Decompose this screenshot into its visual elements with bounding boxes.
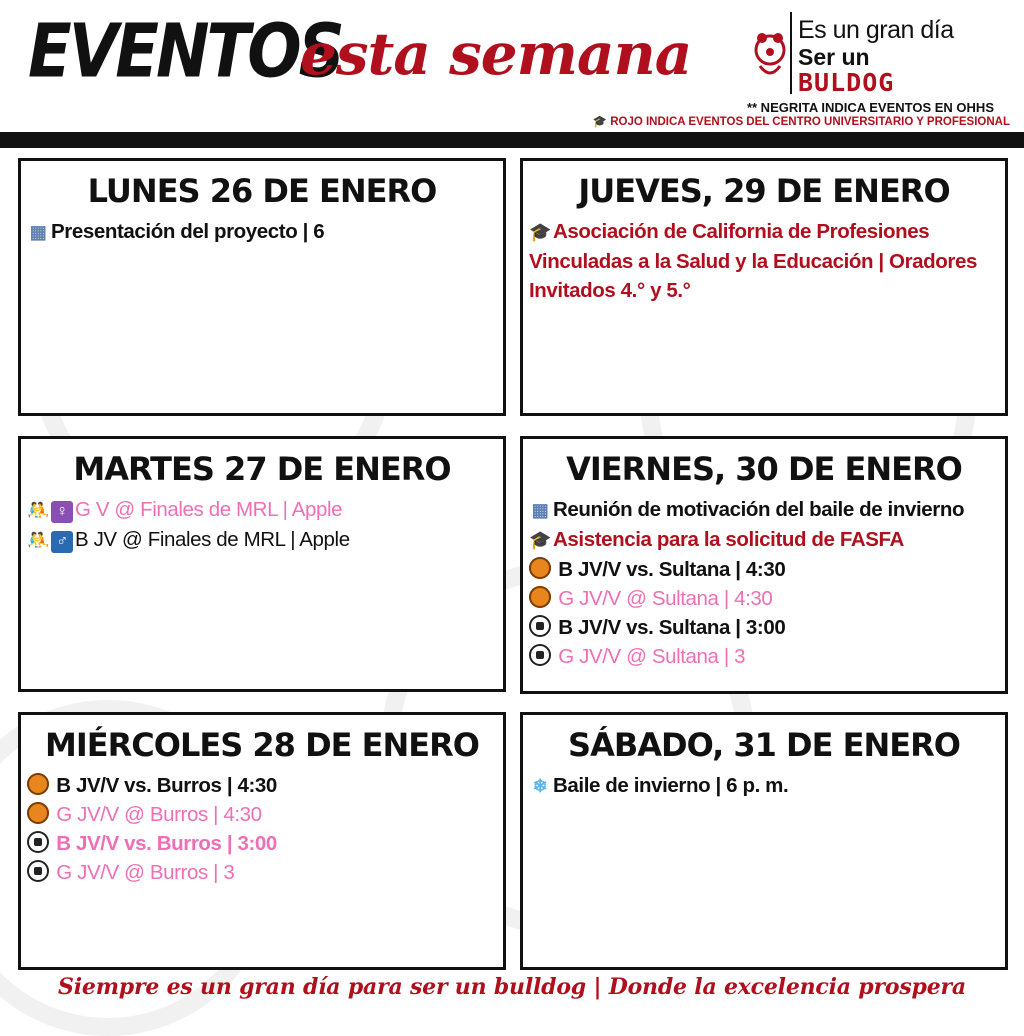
event-text: Reunión de motivación del baile de invierno: [553, 498, 965, 521]
day-box-thursday: [520, 158, 1008, 416]
footer-slogan: Siempre es un gran día para ser un bulldog | Donde la excelencia prospera: [58, 974, 966, 1000]
day-title: JUEVES, 29 DE ENERO: [578, 172, 950, 210]
event-item: [529, 771, 999, 801]
brand-line-2: Ser un: [798, 44, 870, 70]
event-item: [529, 613, 999, 642]
legend-red-note: [593, 114, 1010, 128]
event-item: [529, 642, 999, 671]
event-item: [529, 525, 999, 555]
event-text: G JV/V @ Burros | 3: [56, 861, 235, 884]
day-box-tuesday: [18, 436, 506, 692]
brand-divider: [790, 12, 792, 94]
wrestling-icon: 🤼: [27, 500, 50, 520]
day-title: SÁBADO, 31 DE ENERO: [568, 726, 960, 764]
event-text: B JV @ Finales de MRL | Apple: [75, 528, 350, 551]
wrestling-icon: 🤼: [27, 530, 50, 550]
day-box-friday: [520, 436, 1008, 694]
basketball-icon: [27, 773, 49, 795]
brand-line-1: Es un gran día: [798, 16, 954, 44]
event-item: [529, 584, 999, 613]
event-item: [27, 829, 497, 858]
event-item: [27, 771, 497, 800]
event-item: [529, 495, 999, 525]
day-box-wednesday: [18, 712, 506, 970]
event-text: G JV/V @ Sultana | 3: [558, 645, 746, 668]
header: [0, 0, 1024, 150]
event-text: G JV/V @ Burros | 4:30: [56, 803, 262, 826]
basketball-icon: [27, 802, 49, 824]
bulldog-logo-icon: [750, 20, 790, 90]
legend-bold-note: ** NEGRITA INDICA EVENTOS EN OHHS: [746, 100, 994, 115]
event-item: [27, 495, 497, 525]
graduation-cap-icon: 🎓: [529, 530, 552, 550]
event-item: [27, 525, 497, 555]
snowflake-icon: ❄: [532, 776, 548, 796]
brand-lockup: [750, 8, 1020, 98]
soccer-ball-icon: [27, 860, 49, 882]
soccer-ball-icon: [27, 831, 49, 853]
event-text: B JV/V vs. Burros | 3:00: [56, 832, 277, 855]
event-text: B JV/V vs. Sultana | 4:30: [558, 558, 786, 581]
day-box-monday: [18, 158, 506, 416]
graduation-cap-icon: 🎓: [592, 116, 611, 128]
brand-line-3: BULDOG: [798, 68, 895, 97]
event-text: B JV/V vs. Sultana | 3:00: [558, 616, 786, 639]
page-subtitle: esta semana: [300, 20, 692, 88]
event-text: B JV/V vs. Burros | 4:30: [56, 774, 277, 797]
event-text: Baile de invierno | 6 p. m.: [553, 774, 789, 797]
event-item: [529, 555, 999, 584]
event-item: [27, 800, 497, 829]
soccer-ball-icon: [529, 615, 551, 637]
event-text: Asociación de California de Profesiones Vinculadas a la Salud y la Educación | Oradores Invitados 4.° y 5.°: [529, 220, 977, 302]
graduation-cap-icon: 🎓: [529, 222, 552, 242]
event-text: G JV/V @ Sultana | 4:30: [558, 587, 773, 610]
day-title: MIÉRCOLES 28 DE ENERO: [45, 726, 479, 764]
calendar-icon: ▦: [531, 500, 549, 520]
basketball-icon: [529, 586, 551, 608]
event-text: Presentación del proyecto | 6: [51, 220, 325, 243]
day-box-saturday: [520, 712, 1008, 970]
event-item: [529, 217, 999, 305]
soccer-ball-icon: [529, 644, 551, 666]
event-item: [27, 858, 497, 887]
page-title: EVENTOS: [28, 10, 342, 96]
day-title: MARTES 27 DE ENERO: [73, 450, 451, 488]
female-sign-icon: ♀: [51, 501, 73, 523]
legend-red-text: ROJO INDICA EVENTOS DEL CENTRO UNIVERSITARIO Y PROFESIONAL: [610, 116, 1010, 128]
basketball-icon: [529, 557, 551, 579]
event-item: [27, 217, 497, 247]
event-text: G V @ Finales de MRL | Apple: [75, 498, 343, 521]
event-text: Asistencia para la solicitud de FASFA: [553, 528, 904, 551]
calendar-icon: ▦: [29, 222, 47, 242]
day-title: LUNES 26 DE ENERO: [87, 172, 437, 210]
header-rule: [0, 132, 1024, 148]
day-title: VIERNES, 30 DE ENERO: [566, 450, 962, 488]
male-sign-icon: ♂: [51, 531, 73, 553]
